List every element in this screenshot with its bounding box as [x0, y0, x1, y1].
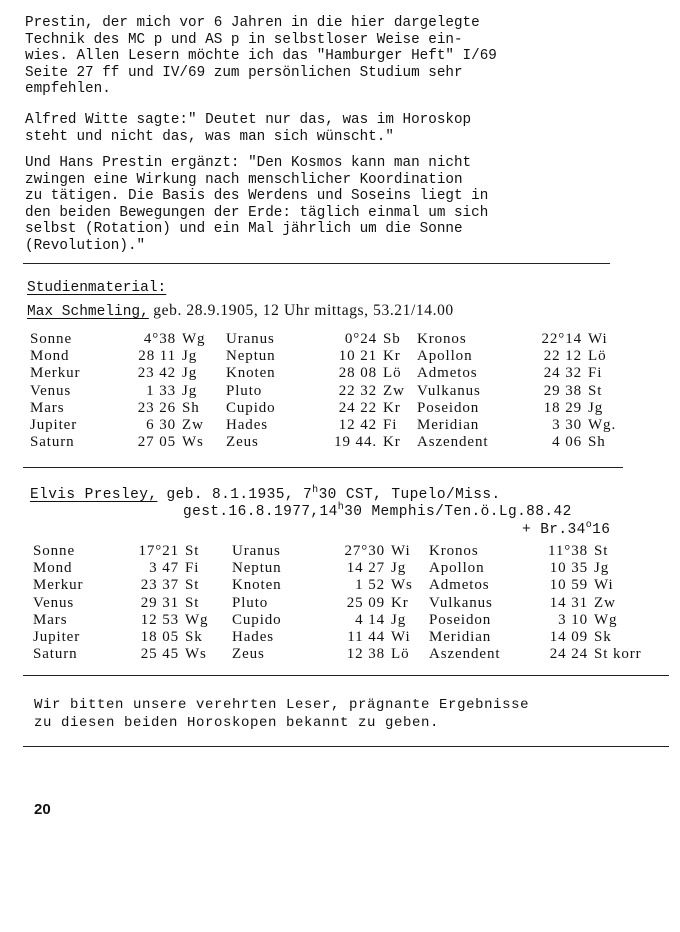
position-degree: 22 12 — [543, 348, 582, 365]
zodiac-sign: St — [594, 543, 609, 559]
position-degree: 22 32 — [338, 382, 377, 399]
divider-2 — [23, 467, 623, 468]
planet-name: Poseidon — [429, 611, 492, 628]
zodiac-sign: Wg — [182, 331, 206, 347]
position-degree: 11°38 — [548, 543, 588, 559]
zodiac-sign: Wg. — [588, 417, 617, 434]
planet-name: Saturn — [33, 646, 78, 663]
zodiac-sign: Zw — [182, 417, 204, 434]
position-degree: 28 08 — [338, 365, 377, 382]
position-degree: 6 30 — [146, 417, 176, 434]
planet-name: Apollon — [429, 560, 485, 577]
position-degree: 24 22 — [338, 399, 377, 416]
planet-name: Cupido — [232, 611, 282, 628]
position-degree: 25 09 — [346, 594, 385, 611]
divider-4 — [23, 746, 669, 747]
position-degree: 22°14 — [541, 331, 582, 347]
zodiac-sign: Fi — [383, 417, 398, 434]
schmeling-positions-table — [30, 331, 616, 451]
zodiac-sign: Kr — [383, 399, 401, 416]
zodiac-sign: Sh — [588, 434, 606, 451]
zodiac-sign: Fi — [588, 365, 603, 382]
table-row — [33, 543, 653, 560]
zodiac-sign: Kr — [383, 434, 401, 451]
planet-name: Jupiter — [30, 417, 78, 434]
table-row — [30, 383, 616, 400]
position-degree: 4 06 — [552, 434, 582, 451]
position-degree: 14 09 — [549, 629, 588, 646]
planet-name: Admetos — [417, 365, 478, 382]
planet-name: Mars — [33, 611, 68, 628]
planet-name: Jupiter — [33, 629, 81, 646]
page-number: 20 — [34, 801, 51, 818]
planet-name: Pluto — [232, 594, 269, 611]
zodiac-sign: Lö — [383, 365, 402, 382]
planet-name: Merkur — [33, 577, 84, 594]
presley-header-birth: Elvis Presley, geb. 8.1.1935, 7$^h$30 CST, Tupelo/Miss. — [30, 485, 501, 503]
position-degree: 17°21 — [138, 543, 179, 559]
position-degree: 3 10 — [558, 611, 588, 628]
planet-name: Hades — [226, 417, 268, 434]
position-degree: 19 44. — [334, 434, 377, 451]
planet-name: Mond — [33, 560, 73, 577]
zodiac-sign: Wg — [594, 611, 618, 628]
zodiac-sign: Fi — [185, 560, 200, 577]
zodiac-sign: Zw — [383, 382, 405, 399]
planet-name: Uranus — [232, 543, 281, 559]
zodiac-sign: Sh — [182, 399, 200, 416]
position-degree: 24 24 — [549, 646, 588, 663]
position-degree: 12 42 — [338, 417, 377, 434]
zodiac-sign: St — [185, 543, 200, 559]
planet-name: Aszendent — [429, 646, 501, 663]
position-degree: 4°38 — [143, 331, 176, 347]
divider-1 — [23, 263, 610, 264]
position-degree: 3 30 — [552, 417, 582, 434]
table-row — [30, 348, 616, 365]
table-row — [30, 400, 616, 417]
planet-name: Neptun — [226, 348, 276, 365]
presley-table-body — [33, 543, 653, 663]
position-degree: 4 14 — [355, 611, 385, 628]
planet-name: Sonne — [30, 331, 72, 347]
position-degree: 27°30 — [344, 543, 385, 559]
zodiac-sign: Wi — [391, 543, 411, 559]
planet-name: Kronos — [417, 331, 467, 347]
divider-3 — [23, 675, 669, 676]
planet-name: Poseidon — [417, 399, 480, 416]
position-degree: 1 52 — [355, 577, 385, 594]
schmeling-birth-data: geb. 28.9.1905, 12 Uhr mittags, 53.21/14.00 — [148, 302, 454, 319]
planet-name: Sonne — [33, 543, 75, 559]
position-degree: 14 31 — [549, 594, 588, 611]
zodiac-sign: Wi — [594, 577, 614, 594]
table-row — [33, 612, 653, 629]
study-material-heading: Studienmaterial: — [27, 280, 167, 296]
zodiac-sign: St — [588, 382, 603, 399]
position-degree: 18 05 — [140, 629, 179, 646]
position-degree: 29 31 — [140, 594, 179, 611]
zodiac-sign: Kr — [391, 594, 409, 611]
planet-name: Saturn — [30, 434, 75, 451]
table-row — [33, 646, 653, 663]
table-row — [30, 417, 616, 434]
position-degree: 0°24 — [344, 331, 377, 347]
zodiac-sign: St — [185, 577, 200, 594]
prestin-quote-paragraph: Und Hans Prestin ergänzt: "Den Kosmos kann man nicht zwingen eine Wirkung nach menschlicher Koordination zu tätigen. Die Basis des Werdens und Soseins liegt in den beiden Bewegungen der Erde: täglich einmal um sich selbst (Rotation) und ein Mal jährlich um die Sonne (Revolution)." — [25, 155, 489, 254]
zodiac-sign: Ws — [182, 434, 204, 451]
position-degree: 27 05 — [137, 434, 176, 451]
planet-name: Vulkanus — [429, 594, 493, 611]
closing-request-text: Wir bitten unsere verehrten Leser, prägnante Ergebnisse zu diesen beiden Horoskopen bekannt zu geben. — [34, 697, 530, 731]
zodiac-sign: Sk — [594, 629, 612, 646]
zodiac-sign: Jg — [182, 348, 198, 365]
planet-name: Knoten — [232, 577, 282, 594]
schmeling-name: Max Schmeling, — [27, 304, 149, 320]
planet-name: Venus — [33, 594, 75, 611]
zodiac-sign: Ws — [185, 646, 207, 663]
table-row — [30, 434, 616, 451]
position-degree: 29 38 — [543, 382, 582, 399]
zodiac-sign: Lö — [588, 348, 607, 365]
zodiac-sign: Jg — [594, 560, 610, 577]
intro-paragraph-1: Prestin, der mich vor 6 Jahren in die hier dargelegte Technik des MC p und AS p in selbstloser Weise ein- wies. Allen Lesern möchte ich das "Hamburger Heft" I/69 Seite 27 ff und IV/69 zum persönlichen Studium sehr empfehlen. — [25, 15, 497, 98]
table-row — [30, 365, 616, 382]
position-degree: 28 11 — [138, 348, 176, 365]
position-degree: 23 37 — [140, 577, 179, 594]
zodiac-sign: Sb — [383, 331, 401, 347]
zodiac-sign: Wi — [588, 331, 608, 347]
zodiac-sign: Wi — [391, 629, 411, 646]
position-degree: 11 44 — [347, 629, 385, 646]
position-degree: 25 45 — [140, 646, 179, 663]
position-degree: 10 21 — [338, 348, 377, 365]
table-row — [33, 595, 653, 612]
planet-name: Uranus — [226, 331, 275, 347]
zodiac-sign: St — [185, 594, 200, 611]
zodiac-sign: Jg — [182, 365, 198, 382]
presley-positions-table — [33, 543, 653, 663]
presley-header-death: gest.16.8.1977,14$^h$30 Memphis/Ten.ö.Lg.88.42 — [183, 502, 572, 520]
planet-name: Aszendent — [417, 434, 489, 451]
planet-name: Pluto — [226, 382, 263, 399]
planet-name: Apollon — [417, 348, 473, 365]
presley-header-latitude: + $Br.34^o16$ — [522, 520, 611, 538]
planet-name: Vulkanus — [417, 382, 481, 399]
zodiac-sign: Ws — [391, 577, 413, 594]
planet-name: Neptun — [232, 560, 282, 577]
position-degree: 18 29 — [543, 399, 582, 416]
zodiac-sign: Jg — [391, 611, 407, 628]
planet-name: Mond — [30, 348, 70, 365]
planet-name: Zeus — [226, 434, 259, 451]
witte-quote-paragraph: Alfred Witte sagte:" Deutet nur das, was im Horoskop steht und nicht das, was man sich wünscht." — [25, 112, 472, 145]
planet-name: Zeus — [232, 646, 265, 663]
zodiac-sign: Jg — [391, 560, 407, 577]
zodiac-sign: Wg — [185, 611, 209, 628]
planet-name: Venus — [30, 382, 72, 399]
position-degree: 12 38 — [346, 646, 385, 663]
position-degree: 24 32 — [543, 365, 582, 382]
zodiac-sign: Sk — [185, 629, 203, 646]
table-row — [30, 331, 616, 348]
table-row — [33, 629, 653, 646]
position-degree: 3 47 — [149, 560, 179, 577]
position-degree: 1 33 — [146, 382, 176, 399]
table-row — [33, 577, 653, 594]
planet-name: Meridian — [417, 417, 480, 434]
position-degree: 10 59 — [549, 577, 588, 594]
zodiac-sign: Jg — [182, 382, 198, 399]
planet-name: Merkur — [30, 365, 81, 382]
position-degree: 14 27 — [346, 560, 385, 577]
planet-name: Admetos — [429, 577, 490, 594]
position-degree: 23 26 — [137, 399, 176, 416]
schmeling-header — [27, 302, 454, 320]
planet-name: Knoten — [226, 365, 276, 382]
planet-name: Meridian — [429, 629, 492, 646]
schmeling-table-body — [30, 331, 616, 451]
zodiac-sign: St korr — [594, 646, 642, 663]
position-degree: 10 35 — [549, 560, 588, 577]
position-degree: 23 42 — [137, 365, 176, 382]
planet-name: Hades — [232, 629, 274, 646]
position-degree: 12 53 — [140, 611, 179, 628]
zodiac-sign: Kr — [383, 348, 401, 365]
zodiac-sign: Lö — [391, 646, 410, 663]
zodiac-sign: Jg — [588, 399, 604, 416]
planet-name: Kronos — [429, 543, 479, 559]
presley-name: Elvis Presley, — [30, 487, 158, 503]
table-row — [33, 560, 653, 577]
planet-name: Cupido — [226, 399, 276, 416]
zodiac-sign: Zw — [594, 594, 616, 611]
planet-name: Mars — [30, 399, 65, 416]
